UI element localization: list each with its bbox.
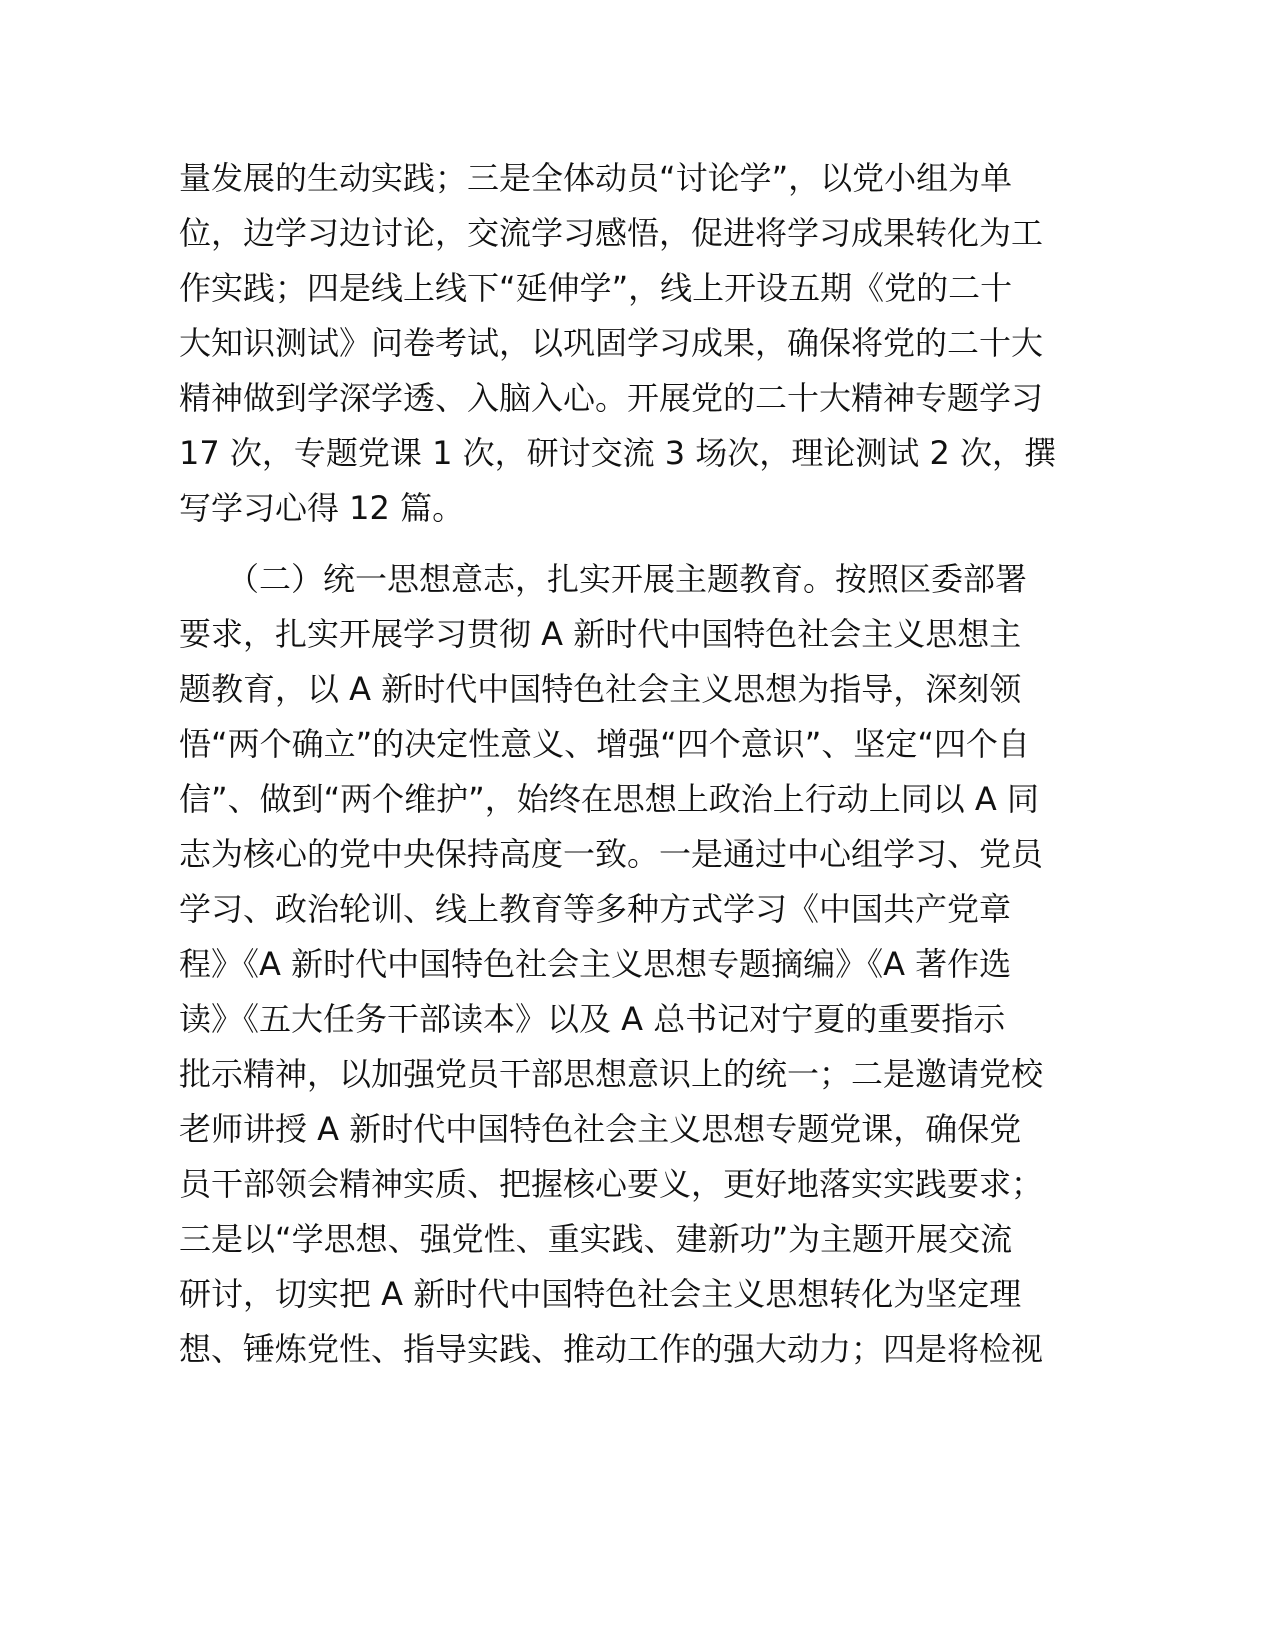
text-line: 学习、政治轮训、线上教育等多种方式学习《中国共产党章: [179, 890, 1012, 928]
text-line: 作实践；四是线上线下“延伸学”，线上开设五期《党的二十: [179, 269, 1013, 307]
paragraph-spacing: [179, 536, 1099, 552]
text-line: 三是以“学思想、强党性、重实践、建新功”为主题开展交流: [179, 1220, 1013, 1258]
text-line: 老师讲授 A 新时代中国特色社会主义思想专题党课，确保党: [179, 1110, 1022, 1148]
text-line: 研讨，切实把 A 新时代中国特色社会主义思想转化为坚定理: [179, 1275, 1022, 1313]
text-line: 读》《五大任务干部读本》以及 A 总书记对宁夏的重要指示: [179, 1000, 1006, 1038]
text-line: 悟“两个确立”的决定性意义、增强“四个意识”、坚定“四个自: [179, 725, 1030, 763]
text-line: 程》《A 新时代中国特色社会主义思想专题摘编》《A 著作选: [179, 945, 1012, 983]
text-line: 题教育，以 A 新时代中国特色社会主义思想为指导，深刻领: [179, 670, 1022, 708]
paragraph-theme-education: [179, 552, 1099, 1377]
document-body: [179, 151, 1099, 1377]
text-line: 写学习心得 12 篇。: [179, 489, 465, 527]
text-line: 精神做到学深学透、入脑入心。开展党的二十大精神专题学习: [179, 379, 1044, 417]
text-line: 员干部领会精神实质、把握核心要义，更好地落实实践要求；: [179, 1165, 1044, 1203]
text-line: 批示精神，以加强党员干部思想意识上的统一；二是邀请党校: [179, 1055, 1044, 1093]
text-line: 志为核心的党中央保持高度一致。一是通过中心组学习、党员: [179, 835, 1044, 873]
text-line: 大知识测试》问卷考试，以巩固学习成果，确保将党的二十大: [179, 324, 1044, 362]
text-line: 量发展的生动实践；三是全体动员“讨论学”，以党小组为单: [179, 159, 1013, 197]
text-line: （二）统一思想意志，扎实开展主题教育。按照区委部署: [179, 560, 1028, 598]
text-line: 17 次，专题党课 1 次，研讨交流 3 场次，理论测试 2 次，撰: [179, 434, 1057, 472]
paragraph-study-results: [179, 151, 1099, 536]
text-line: 信”、做到“两个维护”，始终在思想上政治上行动上同以 A 同: [179, 780, 1039, 818]
text-line: 想、锤炼党性、指导实践、推动工作的强大动力；四是将检视: [179, 1330, 1044, 1368]
text-line: 位，边学习边讨论，交流学习感悟，促进将学习成果转化为工: [179, 214, 1044, 252]
text-line: 要求，扎实开展学习贯彻 A 新时代中国特色社会主义思想主: [179, 615, 1022, 653]
